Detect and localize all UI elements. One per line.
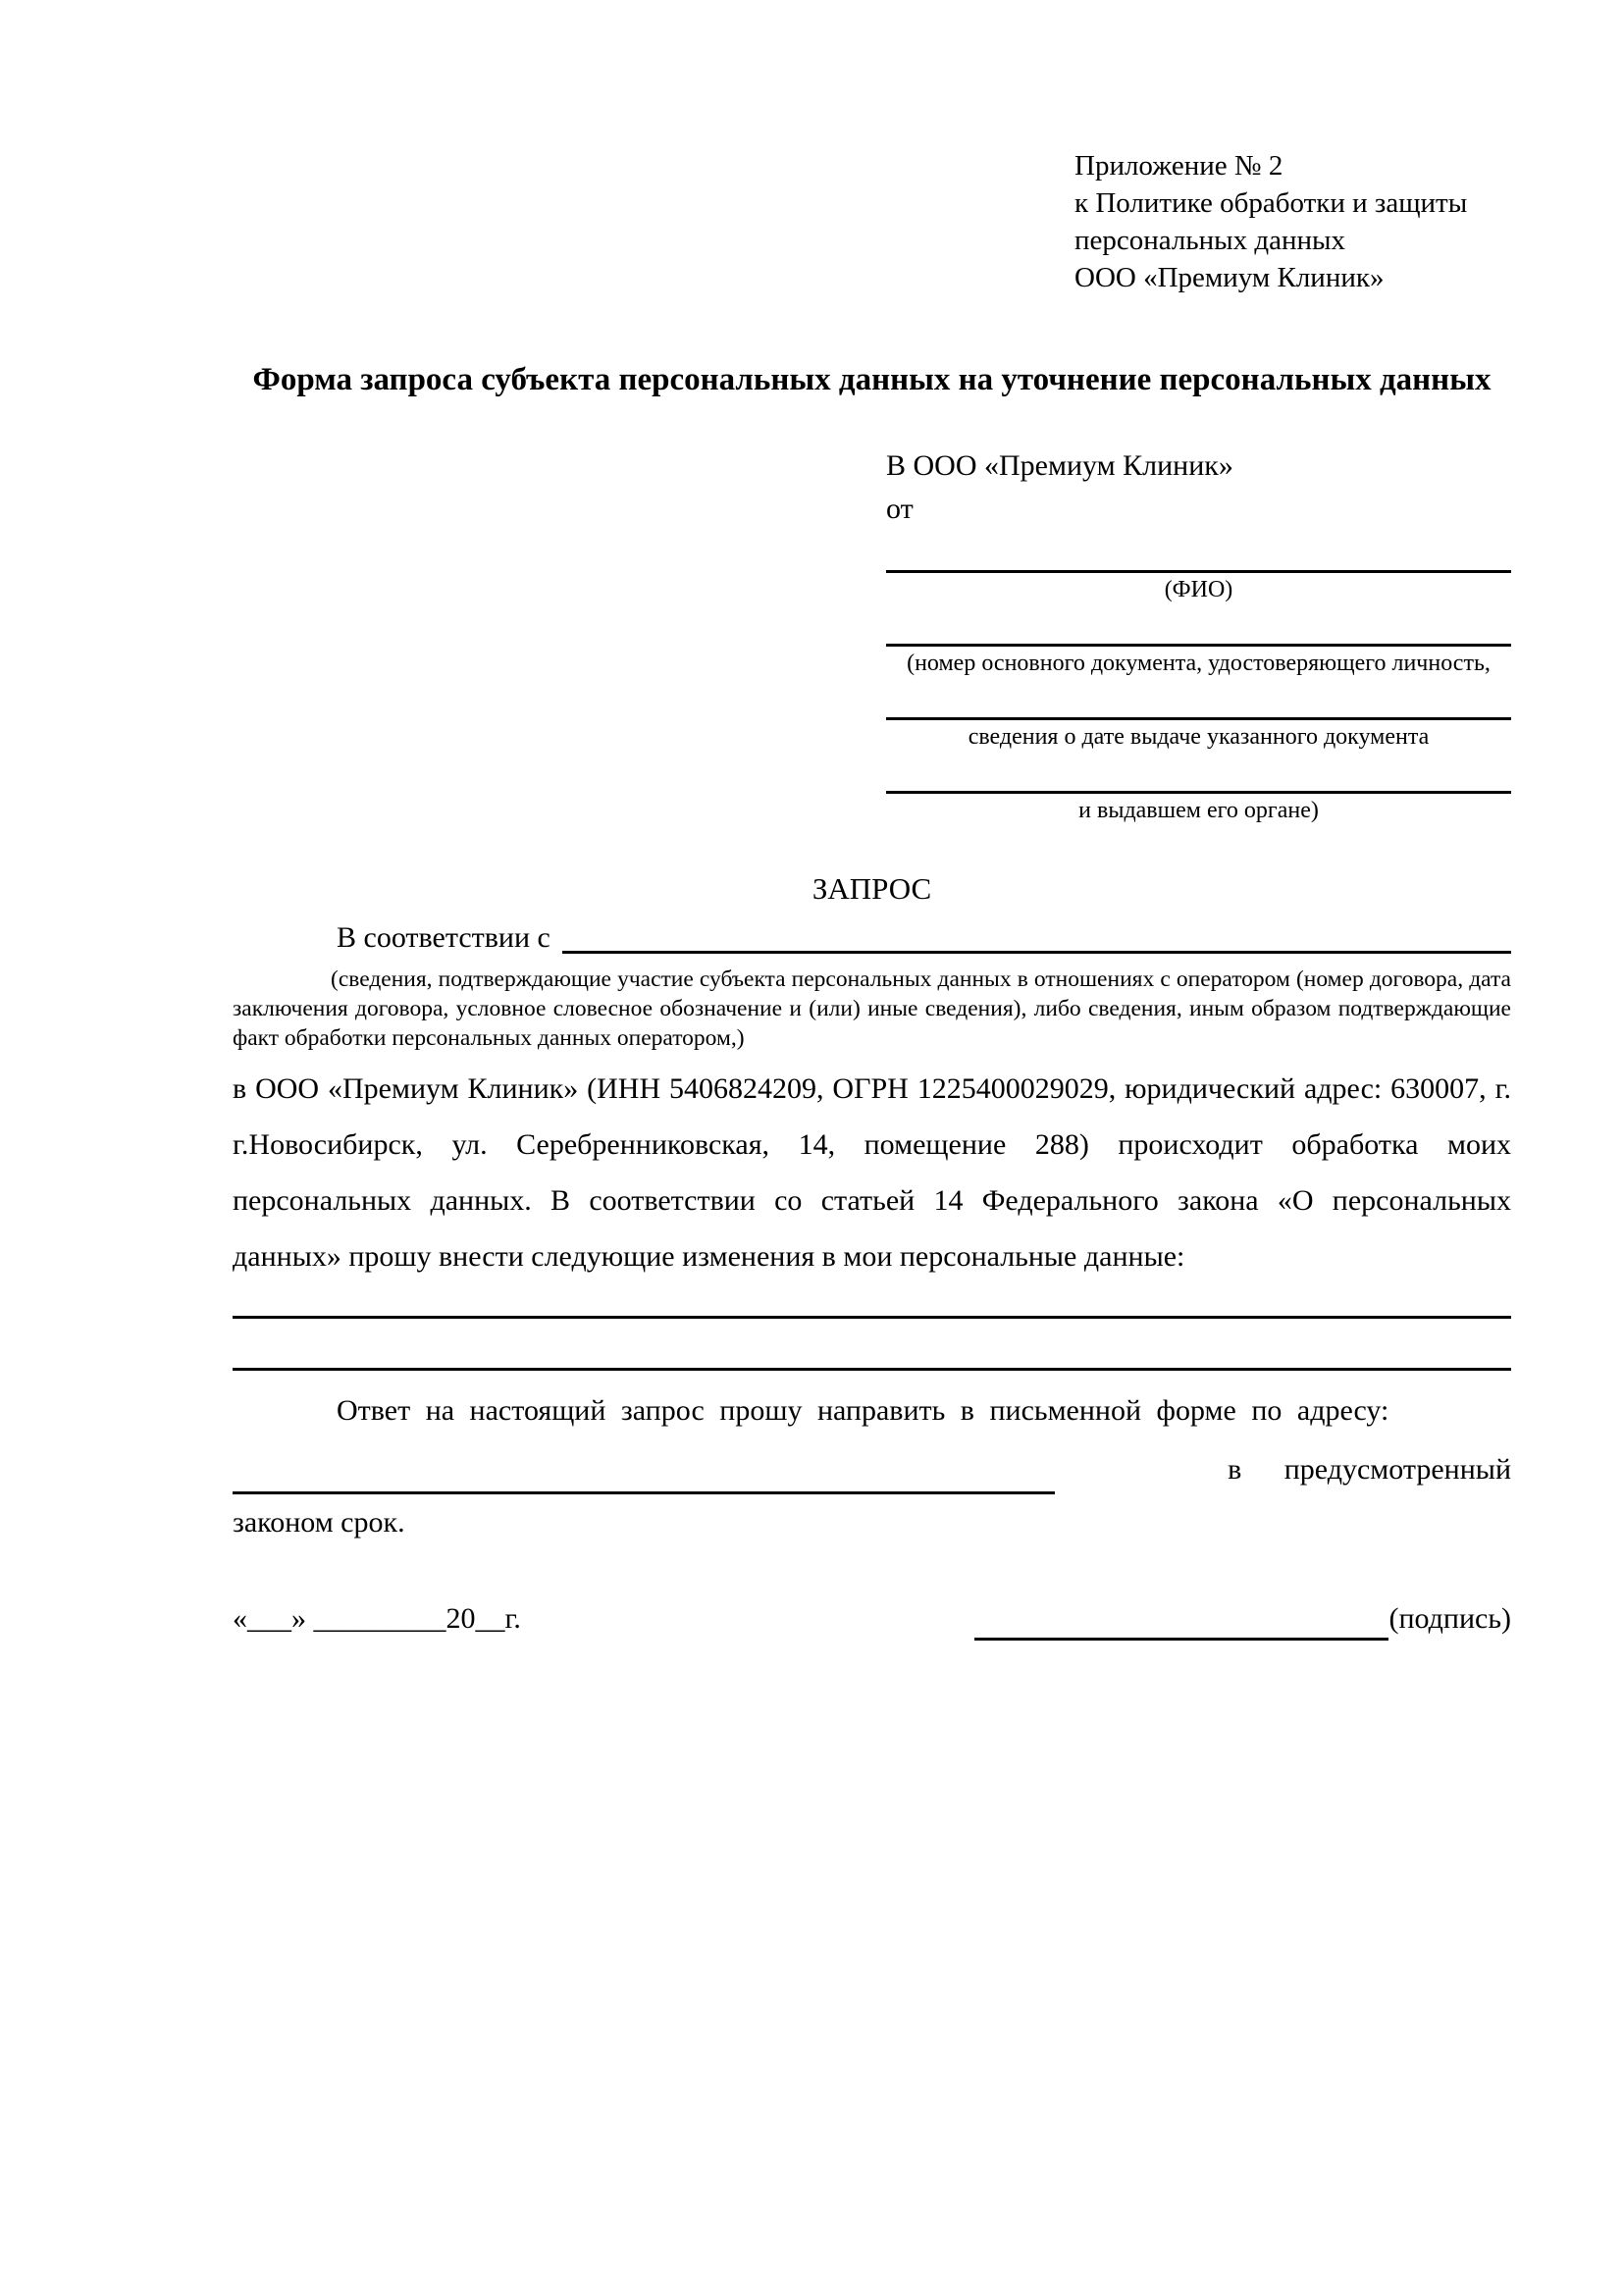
appendix-line: Приложение № 2 — [1074, 150, 1283, 182]
form-title: Форма запроса субъекта персональных данных на уточнение персональных данных — [252, 362, 1492, 397]
addressee-block — [886, 444, 1511, 825]
changes-fill-line-2 — [233, 1319, 1511, 1371]
document-number-fill-line — [886, 604, 1511, 647]
issuing-authority-fill-line — [886, 752, 1511, 794]
reply-address-fill-line — [233, 1446, 1055, 1494]
fio-fill-line — [886, 531, 1511, 573]
date-signature-row — [233, 1597, 1511, 1641]
signature-label: (подпись) — [1388, 1602, 1511, 1635]
issuing-authority-label: и выдавшем его органе) — [1078, 798, 1319, 823]
reply-address-row — [233, 1438, 1511, 1494]
signature-fill-line — [974, 1598, 1388, 1641]
request-heading: ЗАПРОС — [812, 871, 932, 906]
footnote-text: (сведения, подтверждающие участие субъекта персональных данных в отношениях с оператором (номер договора, дата заключения договора, условное словесное обозначение и (или) иные сведения), либо сведения, иным образом подтверждающие факт обработки персональных данных оператором,) — [233, 966, 1511, 1051]
accordance-row — [233, 915, 1511, 961]
issue-date-label: сведения о дате выдаче указанного документа — [968, 724, 1430, 750]
signature-group — [974, 1597, 1511, 1641]
issue-date-fill-line — [886, 678, 1511, 720]
accordance-lead-text: В соответствии с — [337, 921, 550, 954]
appendix-line: ООО «Премиум Клиник» — [1074, 262, 1385, 293]
addressee-to: В ООО «Премиум Клиник» — [886, 449, 1233, 482]
accordance-fill-line — [562, 915, 1511, 954]
document-number-label: (номер основного документа, удостоверяющего личность, — [907, 651, 1491, 676]
addressee-from: от — [886, 493, 914, 525]
changes-fill-line-1 — [233, 1284, 1511, 1319]
date-line: «___» _________20__г. — [233, 1602, 521, 1635]
reply-sentence: Ответ на настоящий запрос прошу направить в письменной форме по адресу: — [337, 1394, 1389, 1427]
reply-tail-text: в предусмотренный — [1228, 1453, 1511, 1486]
fio-label: (ФИО) — [1164, 577, 1233, 602]
appendix-line: персональных данных — [1074, 225, 1346, 256]
body-paragraph: в ООО «Премиум Клиник» (ИНН 5406824209, ОГРН 1225400029029, юридический адрес: 630007, г. г.Новосибирск, ул. Серебренниковская, 14, помещение 288) происходит обработка моих персональных данных. В соответствии со статьей 14 Федерального закона «О персональных данных» прошу внести следующие изменения в мои персональные данные: — [233, 1072, 1511, 1273]
reply-end-text: законом срок. — [233, 1506, 405, 1539]
appendix-block — [1074, 147, 1511, 296]
appendix-line: к Политике обработки и защиты — [1074, 187, 1468, 219]
